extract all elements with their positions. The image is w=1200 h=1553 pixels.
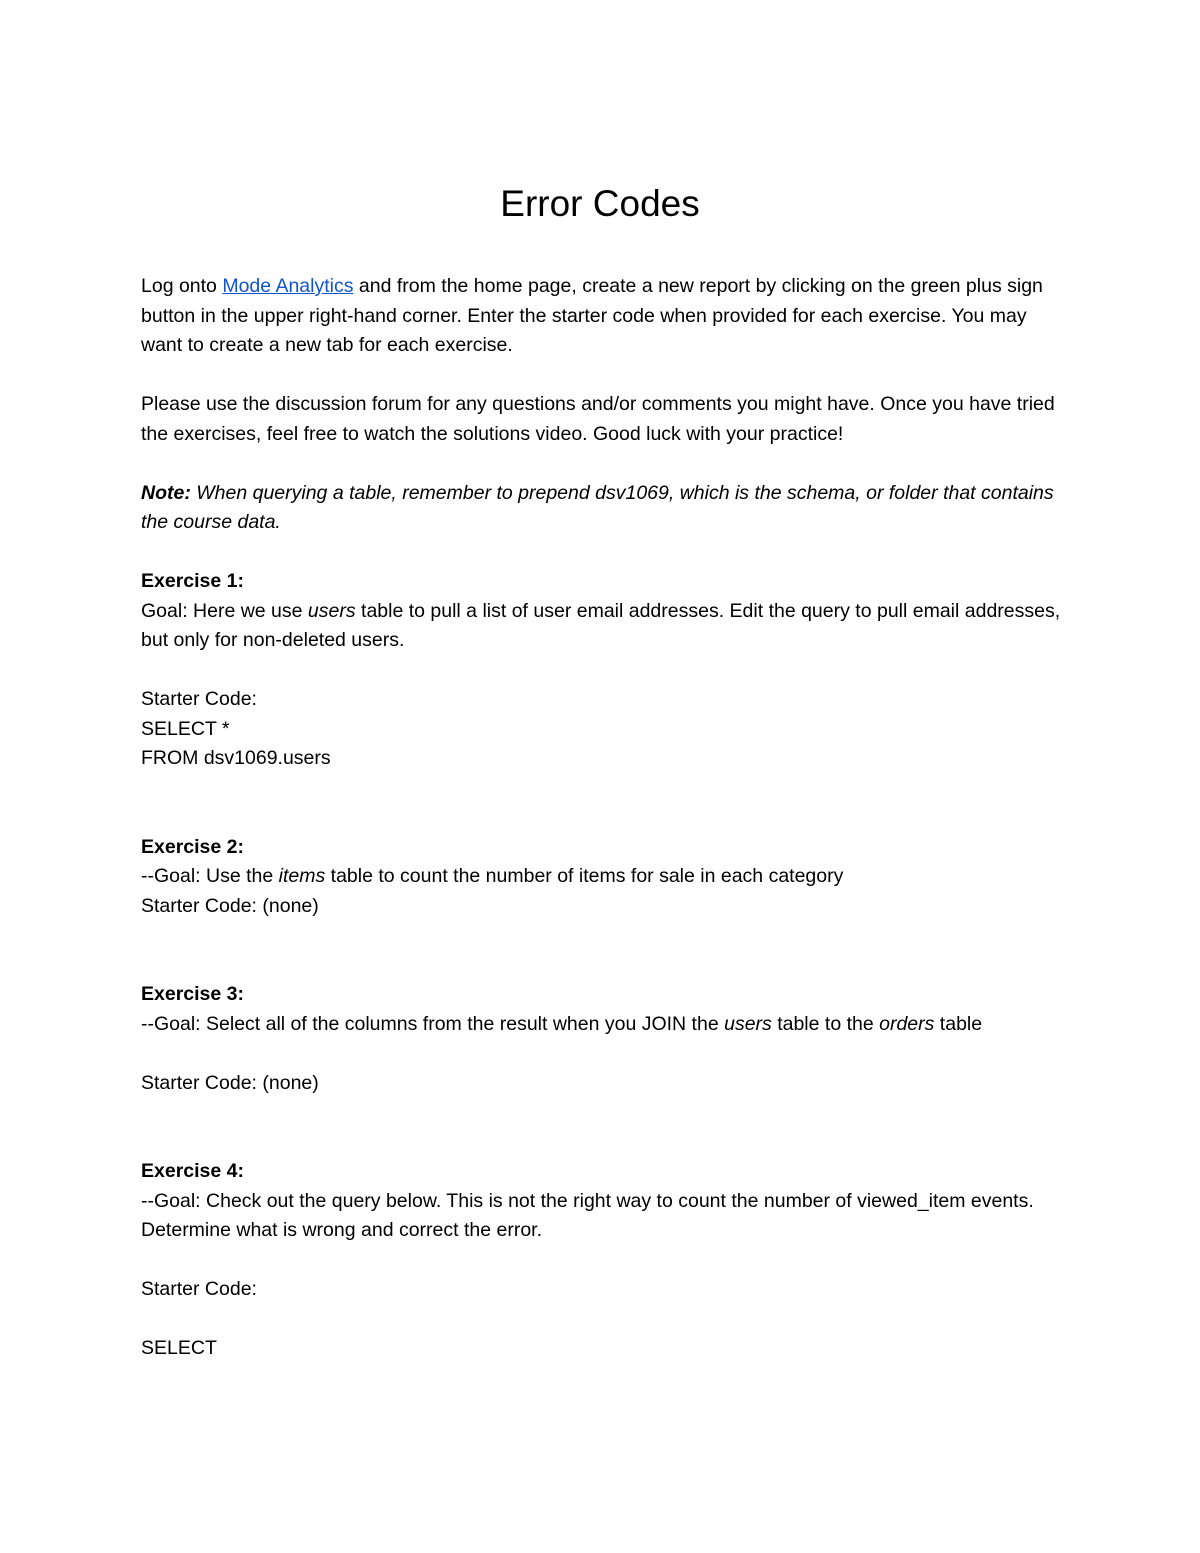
document-title: Error Codes: [500, 183, 700, 224]
exercise2-goal: [141, 862, 1066, 892]
exercise4-starter-label: Starter Code:: [141, 1278, 257, 1300]
exercise3-starter: Starter Code: (none): [141, 1071, 319, 1094]
exercise2-goal-table: items: [278, 865, 326, 887]
spacer: [141, 361, 1066, 391]
exercise3-goal-table: orders: [879, 1012, 935, 1035]
spacer: [141, 1305, 1066, 1335]
exercise3-goal-suffix: table: [934, 1012, 983, 1035]
intro-paragraph: [141, 272, 1066, 361]
note-label: Note:: [141, 481, 191, 504]
intro-suffix: and from the home page, create a new report by clicking on the green plus sign button in the upper right-hand corner. Enter the starter code when provided for each exercise. You may want to create a new tab for each exercise.: [141, 275, 1043, 356]
spacer: [141, 538, 1066, 568]
exercise2-starter: Starter Code: (none): [141, 894, 319, 917]
spacer: [141, 1246, 1066, 1276]
exercise1-goal-suffix: table to pull a list of user email addresses. Edit the query to pull email addresses, but only for non-deleted users.: [141, 599, 1061, 651]
note-paragraph: [141, 479, 1066, 538]
exercise1-starter-label: Starter Code:: [141, 688, 257, 710]
exercise4-goal: --Goal: Check out the query below. This is not the right way to count the number of viewed_item events. Determine what is wrong and correct the error.: [141, 1189, 1034, 1241]
spacer: [141, 774, 1066, 833]
spacer: [141, 449, 1066, 479]
exercise1-goal-table: users: [307, 599, 356, 622]
exercise4-heading: Exercise 4:: [141, 1160, 244, 1182]
spacer: [141, 1098, 1066, 1157]
exercise1-code-line: SELECT *: [141, 717, 230, 740]
document-body: [141, 272, 1066, 1364]
exercise2-heading: Exercise 2:: [141, 835, 244, 858]
exercise3-heading: Exercise 3:: [141, 983, 244, 1005]
note-text: When querying a table, remember to prepend dsv1069, which is the schema, or folder that contains the course data.: [141, 481, 1054, 533]
exercise2-goal-prefix: --Goal: Use the: [141, 865, 279, 887]
exercise1-goal-prefix: Goal: Here we use: [141, 599, 308, 622]
spacer: [141, 656, 1066, 686]
exercise3-goal-prefix: --Goal: Select all of the columns from the result when you JOIN the: [141, 1012, 725, 1035]
exercise3-goal-middle: table to the: [771, 1012, 880, 1035]
exercise1-goal: [141, 597, 1066, 656]
mode-analytics-link[interactable]: Mode Analytics: [222, 275, 354, 297]
exercise3-goal-table: users: [724, 1012, 772, 1035]
exercise1-heading: Exercise 1:: [141, 570, 244, 592]
forum-paragraph: Please use the discussion forum for any questions and/or comments you might have. Once you have tried the exercises, feel free to watch the solutions video. Good luck with your practice!: [141, 393, 1055, 445]
exercise4-code-line: SELECT: [141, 1337, 217, 1359]
exercise3-goal: [141, 1010, 1066, 1040]
exercise2-goal-suffix: table to count the number of items for sale in each category: [325, 865, 844, 887]
spacer: [141, 1039, 1066, 1069]
exercise1-code-line: FROM dsv1069.users: [141, 747, 331, 769]
intro-prefix: Log onto: [141, 275, 223, 297]
spacer: [141, 921, 1066, 980]
